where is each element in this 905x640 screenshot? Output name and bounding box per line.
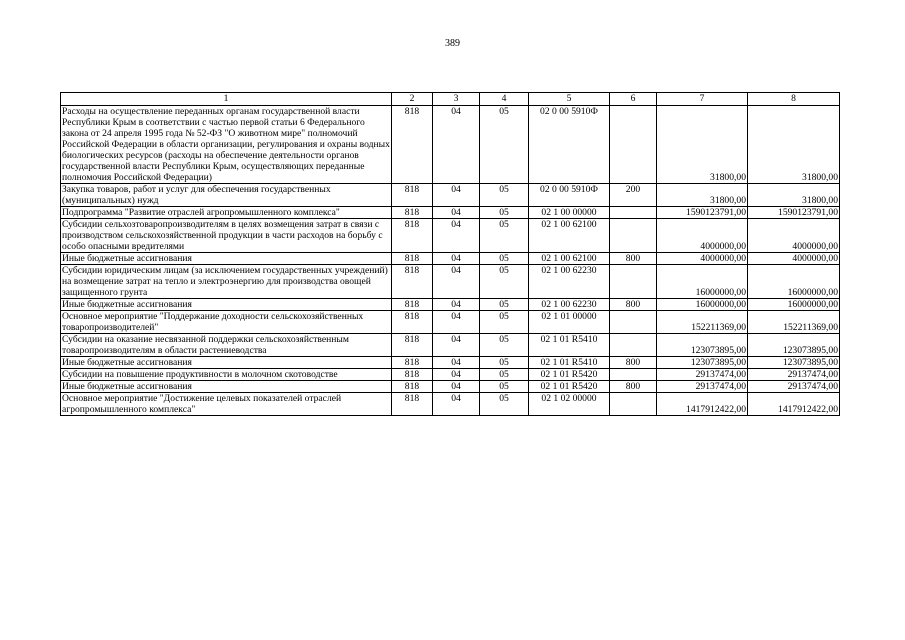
row-subsection-code: 05 [480, 184, 529, 207]
row-description: Субсидии на оказание несвязанной поддержки сельскохозяйственным товаропроизводителям в области растениеводства [61, 334, 392, 357]
row-amount-col8: 4000000,00 [748, 253, 840, 265]
row-amount-col8: 152211369,00 [748, 311, 840, 334]
row-ministry-code: 818 [392, 299, 433, 311]
row-expense-type: 800 [610, 381, 657, 393]
row-target-article: 02 1 00 62100 [529, 253, 610, 265]
row-expense-type [610, 219, 657, 253]
row-amount-col8: 29137474,00 [748, 381, 840, 393]
row-target-article: 02 1 01 00000 [529, 311, 610, 334]
row-subsection-code: 05 [480, 219, 529, 253]
row-subsection-code: 05 [480, 381, 529, 393]
row-subsection-code: 05 [480, 311, 529, 334]
row-ministry-code: 818 [392, 207, 433, 219]
row-description: Субсидии юридическим лицам (за исключением государственных учреждений) на возмещение затрат на тепло и электроэнергию для производства овощей защищенного грунта [61, 265, 392, 299]
row-subsection-code: 05 [480, 393, 529, 416]
row-description: Субсидии на повышение продуктивности в молочном скотоводстве [61, 369, 392, 381]
table-row [61, 334, 840, 357]
table-row [61, 299, 840, 311]
row-amount-col7: 16000000,00 [657, 299, 748, 311]
row-amount-col8: 16000000,00 [748, 299, 840, 311]
row-section-code: 04 [433, 381, 480, 393]
row-subsection-code: 05 [480, 357, 529, 369]
row-description: Основное мероприятие "Достижение целевых показателей отраслей агропромышленного комплекса" [61, 393, 392, 416]
row-ministry-code: 818 [392, 334, 433, 357]
row-subsection-code: 05 [480, 299, 529, 311]
row-description: Иные бюджетные ассигнования [61, 299, 392, 311]
row-description: Подпрограмма "Развитие отраслей агропромышленного комплекса" [61, 207, 392, 219]
column-header: 1 [61, 93, 392, 106]
row-amount-col8: 31800,00 [748, 106, 840, 184]
row-amount-col7: 1417912422,00 [657, 393, 748, 416]
budget-table [60, 92, 840, 416]
row-amount-col7: 123073895,00 [657, 357, 748, 369]
row-section-code: 04 [433, 253, 480, 265]
row-ministry-code: 818 [392, 265, 433, 299]
row-ministry-code: 818 [392, 381, 433, 393]
column-header: 8 [748, 93, 840, 106]
table-row [61, 219, 840, 253]
row-description: Иные бюджетные ассигнования [61, 357, 392, 369]
row-description: Расходы на осуществление переданных органам государственной власти Республики Крым в соответствии с частью первой статьи 6 Федерального закона от 24 апреля 1995 года № 52-ФЗ "О животном мире" полномочий Российской Федерации в области организации, регулирования и охраны водных биологических ресурсов (расходы на обеспечение деятельности органов государственной власти Республики Крым, осуществляющих переданные полномочия Российской Федерации) [62, 106, 390, 183]
row-expense-type [610, 311, 657, 334]
row-description: Иные бюджетные ассигнования [61, 381, 392, 393]
row-subsection-code: 05 [480, 334, 529, 357]
column-header: 7 [657, 93, 748, 106]
row-amount-col7: 16000000,00 [657, 265, 748, 299]
row-section-code: 04 [433, 357, 480, 369]
table-row [61, 253, 840, 265]
column-header: 5 [529, 93, 610, 106]
table-row [61, 106, 840, 184]
table-row [61, 311, 840, 334]
row-expense-type: 800 [610, 357, 657, 369]
row-subsection-code: 05 [480, 265, 529, 299]
row-expense-type [610, 334, 657, 357]
row-target-article: 02 1 00 62100 [529, 219, 610, 253]
row-section-code: 04 [433, 334, 480, 357]
row-expense-type [610, 265, 657, 299]
row-subsection-code: 05 [480, 207, 529, 219]
row-ministry-code: 818 [392, 253, 433, 265]
row-section-code: 04 [433, 311, 480, 334]
row-ministry-code: 818 [392, 311, 433, 334]
row-expense-type [610, 106, 657, 184]
row-amount-col8: 4000000,00 [748, 219, 840, 253]
row-ministry-code: 818 [392, 106, 433, 184]
row-amount-col8: 1417912422,00 [748, 393, 840, 416]
row-section-code: 04 [433, 265, 480, 299]
row-target-article: 02 0 00 5910Ф [529, 106, 610, 184]
row-target-article: 02 1 00 62230 [529, 299, 610, 311]
table-row [61, 393, 840, 416]
row-target-article: 02 1 00 00000 [529, 207, 610, 219]
row-description: Иные бюджетные ассигнования [61, 253, 392, 265]
row-amount-col8: 31800,00 [748, 184, 840, 207]
row-amount-col7: 123073895,00 [657, 334, 748, 357]
row-amount-col7: 31800,00 [657, 184, 748, 207]
row-amount-col7: 31800,00 [657, 106, 748, 184]
row-amount-col7: 4000000,00 [657, 219, 748, 253]
row-section-code: 04 [433, 393, 480, 416]
table-row [61, 265, 840, 299]
row-section-code: 04 [433, 369, 480, 381]
row-amount-col8: 16000000,00 [748, 265, 840, 299]
page-number: 389 [445, 38, 460, 49]
row-subsection-code: 05 [480, 253, 529, 265]
table-row [61, 207, 840, 219]
row-amount-col7: 1590123791,00 [657, 207, 748, 219]
row-ministry-code: 818 [392, 219, 433, 253]
row-section-code: 04 [433, 299, 480, 311]
row-expense-type: 800 [610, 253, 657, 265]
row-ministry-code: 818 [392, 369, 433, 381]
table-row [61, 369, 840, 381]
table-row [61, 381, 840, 393]
row-expense-type [610, 393, 657, 416]
row-description: Основное мероприятие "Поддержание доходности сельскохозяйственных товаропроизводителей" [61, 311, 392, 334]
row-ministry-code: 818 [392, 357, 433, 369]
row-subsection-code: 05 [480, 106, 529, 184]
row-ministry-code: 818 [392, 184, 433, 207]
row-expense-type [610, 369, 657, 381]
row-amount-col7: 29137474,00 [657, 381, 748, 393]
column-header-row [61, 93, 840, 106]
row-section-code: 04 [433, 219, 480, 253]
table-body [61, 93, 840, 416]
row-expense-type: 800 [610, 299, 657, 311]
table-row [61, 184, 840, 207]
row-target-article: 02 1 01 R5410 [529, 334, 610, 357]
row-amount-col8: 123073895,00 [748, 357, 840, 369]
row-expense-type [610, 207, 657, 219]
row-amount-col8: 123073895,00 [748, 334, 840, 357]
row-target-article: 02 1 01 R5410 [529, 357, 610, 369]
row-section-code: 04 [433, 184, 480, 207]
row-amount-col7: 29137474,00 [657, 369, 748, 381]
row-description: Субсидии сельхозтоваропроизводителям в целях возмещения затрат в связи с производством сельскохозяйственной продукции в части расходов на борьбу с особо опасными вредителями [61, 219, 392, 253]
row-section-code: 04 [433, 106, 480, 184]
row-section-code: 04 [433, 207, 480, 219]
row-target-article: 02 1 00 62230 [529, 265, 610, 299]
row-amount-col8: 29137474,00 [748, 369, 840, 381]
column-header: 2 [392, 93, 433, 106]
row-target-article: 02 1 02 00000 [529, 393, 610, 416]
column-header: 6 [610, 93, 657, 106]
row-description: Закупка товаров, работ и услуг для обеспечения государственных (муниципальных) нужд [61, 184, 392, 207]
row-target-article: 02 1 01 R5420 [529, 381, 610, 393]
row-amount-col7: 152211369,00 [657, 311, 748, 334]
table-row [61, 357, 840, 369]
row-target-article: 02 1 01 R5420 [529, 369, 610, 381]
row-amount-col8: 1590123791,00 [748, 207, 840, 219]
row-subsection-code: 05 [480, 369, 529, 381]
column-header: 4 [480, 93, 529, 106]
column-header: 3 [433, 93, 480, 106]
row-expense-type: 200 [610, 184, 657, 207]
row-amount-col7: 4000000,00 [657, 253, 748, 265]
row-ministry-code: 818 [392, 393, 433, 416]
row-target-article: 02 0 00 5910Ф [529, 184, 610, 207]
